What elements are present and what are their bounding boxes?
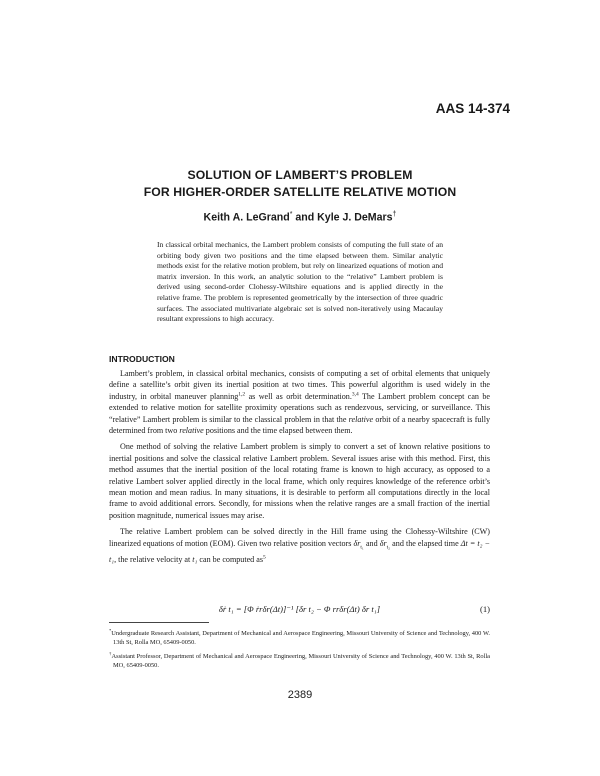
math-delta-r-2: δr bbox=[379, 538, 387, 548]
p1-text-e: positions and the time elapsed between them. bbox=[203, 426, 353, 436]
math-elapsed-time: Δt = t₂ − t₁ bbox=[109, 538, 490, 564]
author-name-1: Keith A. LeGrand bbox=[203, 211, 290, 224]
math-t1: t₁ bbox=[192, 554, 198, 564]
paragraph-2: One method of solving the relative Lambert problem is simply to convert a set of known relative positions to inertial positions and solve the classical relative Lambert problem. Several issues arise with this method. First, this method assumes that the inertial position of the local rotating frame is known to high accuracy, as opposed to a relative Lambert solver applied directly in the local frame, which only requires knowledge of the reference orbit’s mean motion and mean radius. In many situations, it is desirable to perform all computations directly in the local frame to avoid additional errors. Secondly, for missions when the relative ranges are a small fraction of the inertial position magnitude, numerical issues may arise. bbox=[109, 442, 490, 520]
title-line-1: SOLUTION OF LAMBERT’S PROBLEM bbox=[187, 168, 413, 182]
author-list bbox=[0, 211, 600, 224]
p1-text-d: orbit of a nearby spacecraft is fully determined from two bbox=[109, 414, 490, 436]
equation-number: (1) bbox=[479, 604, 490, 614]
author-footnote-mark-2: † bbox=[392, 211, 397, 218]
p1-text-b: as well as orbit determination. bbox=[245, 391, 352, 401]
p1-text-a: Lambert’s problem, in classical orbital mechanics, consists of computing a set of orbital elements that uniquely define a satellite’s orbit given its inertial position at two times. This powerful algorithm is used widely in the industry, in orbital maneuver planning bbox=[109, 369, 490, 401]
equation-expression: δṙ t₁ = [Φ ṙrδr(Δt)]⁻¹ [δr t₂ − Φ rrδr(Δt) δr t₁] bbox=[218, 604, 381, 614]
paragraph-1 bbox=[109, 368, 490, 436]
section-heading-introduction: INTRODUCTION bbox=[109, 354, 175, 364]
footnote-2-mark: † bbox=[109, 651, 112, 657]
footnote-1-text: Undergraduate Research Assistant, Department of Mechanical and Aerospace Engineering, Missouri University of Science and Technology, 400 W. 13th St, Rolla MO, 65409-0050. bbox=[111, 630, 490, 647]
footnote-2-text: Assistant Professor, Department of Mechanical and Aerospace Engineering, Missouri University of Science and Technology, 400 W. 13th St, Rolla MO, 65409-0050. bbox=[111, 653, 490, 670]
author-joiner: and bbox=[292, 211, 318, 224]
page-number: 2389 bbox=[287, 689, 313, 701]
p3-text-c: and the elapsed time bbox=[390, 538, 461, 548]
introduction-body bbox=[109, 368, 490, 570]
author-footnote-mark-1: * bbox=[289, 211, 293, 218]
paragraph-3 bbox=[109, 526, 490, 565]
footnote-1 bbox=[109, 626, 490, 647]
abstract-text: In classical orbital mechanics, the Lambert problem consists of computing the full state of an orbiting body given two positions and the time elapsed between them. Similar analytic methods exist for the relative motion problem, but rely on linearized equations of motion and matrix inversion. In this work, an analytic solution to the “relative” Lambert problem is derived using second-order Clohessy-Wiltshire equations and is applied directly in the relative frame. The problem is represented geometrically by the intersection of three quadric surfaces. The associated multivariate algebraic set is solved non-iteratively using Macaulay resultant expressions to high accuracy. bbox=[157, 240, 443, 324]
math-delta-r: δr bbox=[353, 538, 361, 548]
p1-emphasis-relative: relative bbox=[348, 414, 374, 424]
citation-5: 5 bbox=[263, 554, 266, 561]
p1-text-c: The Lambert problem concept can be extended to relative motion for satellite proximity operations such as rendezvous, servicing, or surveillance. This “relative” Lambert problem is similar to the classical problem in that the bbox=[109, 391, 490, 424]
p3-text-d: , the relative velocity at bbox=[114, 554, 193, 564]
math-subscript-t2: t₂ bbox=[386, 544, 391, 551]
paper-title bbox=[0, 167, 600, 201]
title-line-2: FOR HIGHER-ORDER SATELLITE RELATIVE MOTION bbox=[143, 185, 457, 199]
citation-1-2: 1,2 bbox=[238, 391, 246, 398]
abstract bbox=[157, 240, 443, 325]
math-subscript-t1: t₁ bbox=[360, 544, 364, 551]
p3-text-a: The relative Lambert problem can be solved directly in the Hill frame using the Clohessy-Wiltshire (CW) linearized equations of motion (EOM). Given two relative position vectors bbox=[109, 527, 490, 548]
paper-identifier: AAS 14-374 bbox=[435, 101, 510, 116]
footnotes bbox=[109, 626, 490, 672]
p3-text-b: and bbox=[363, 538, 380, 548]
footnote-divider bbox=[109, 622, 209, 623]
p1-emphasis-relative-2: relative bbox=[179, 426, 204, 436]
citation-3-4: 3,4 bbox=[351, 391, 359, 398]
footnote-1-mark: * bbox=[109, 628, 112, 633]
p3-text-e: can be computed as bbox=[197, 554, 263, 564]
author-name-2: Kyle J. DeMars bbox=[317, 211, 393, 224]
footnote-2 bbox=[109, 649, 490, 670]
